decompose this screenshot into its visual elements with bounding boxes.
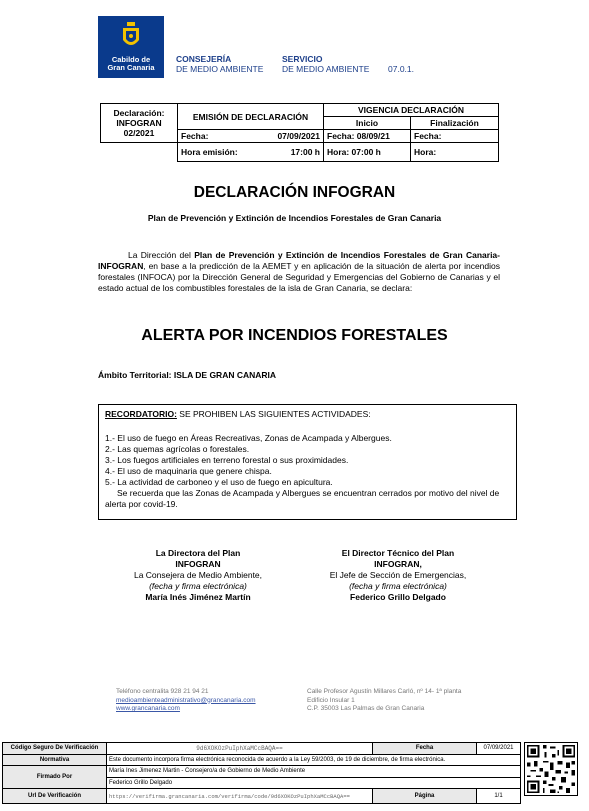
- inicio-hora: Hora: 07:00 h: [324, 143, 411, 162]
- hora-emision-value: 17:00 h: [254, 143, 324, 162]
- list-item: 1.- El uso de fuego en Áreas Recreativas, Zonas de Acampada y Albergues.: [105, 433, 392, 443]
- alert-title: ALERTA POR INCENDIOS FORESTALES: [141, 327, 448, 344]
- codigo-label: Código Seguro De Verificación: [3, 743, 107, 755]
- firmado-2: Federico Grillo Delgado: [107, 777, 521, 789]
- verification-url-link[interactable]: https://verifirma.grancanaria.com/verifirma/code/9d6XOKOzPuIphXaMCcBAQA==: [107, 789, 373, 804]
- list-item: 5.- La actividad de carboneo y el uso de fuego en apicultura.: [105, 477, 333, 487]
- reminder-box: [98, 404, 517, 520]
- prohibited-list: [105, 433, 510, 510]
- fecha-ver-label: Fecha: [373, 743, 477, 755]
- fecha-value: 07/09/2021: [254, 130, 324, 143]
- signature-left: La Directora del Plan INFOGRAN La Consejera de Medio Ambiente, (fecha y firma electrónica) María Inés Jiménez Martín: [133, 548, 263, 602]
- page-title: DECLARACIÓN INFOGRAN: [193, 184, 396, 201]
- reminder-heading: RECORDATORIO: SE PROHIBEN LAS SIGUIENTES ACTIVIDADES:: [105, 409, 371, 419]
- page-subtitle: Plan de Prevención y Extinción de Incendios Forestales de Gran Canaria: [147, 213, 442, 223]
- ambito-territorial: Ámbito Territorial: ISLA DE GRAN CANARIA: [98, 370, 277, 380]
- list-item: 3.- Los fuegos artificiales en terreno forestal o sus proximidades.: [105, 455, 349, 465]
- fecha-label: Fecha:: [178, 130, 254, 143]
- emision-title: EMISIÓN DE DECLARACIÓN: [178, 104, 324, 130]
- inicio-label: Inicio: [324, 117, 411, 130]
- firmado-label: Firmado Por: [3, 766, 107, 789]
- pagina-label: Página: [373, 789, 477, 804]
- cabildo-logo: [98, 16, 164, 78]
- signature-right: El Director Técnico del Plan INFOGRAN, El Jefe de Sección de Emergencias, (fecha y firma electrónica) Federico Grillo Delgado: [329, 548, 467, 602]
- declaration-id-cell: Declaración: INFOGRAN 02/2021: [101, 104, 178, 143]
- fin-fecha: Fecha:: [411, 130, 499, 143]
- logo-line-2: Gran Canaria: [107, 63, 155, 72]
- firmado-1: María Ines Jimenez Martin - Consejero/a de Gobierno de Medio Ambiente: [107, 766, 521, 778]
- vigencia-title: VIGENCIA DECLARACIÓN: [324, 104, 499, 117]
- document-code: 07.0.1.: [388, 64, 414, 74]
- codigo-value: 9d6XOKOzPuIphXaMCcBAQA==: [107, 743, 373, 755]
- list-item: 2.- Las quemas agrícolas o forestales.: [105, 444, 250, 454]
- normativa-label: Normativa: [3, 754, 107, 766]
- fin-hora: Hora:: [411, 143, 499, 162]
- intro-paragraph: La Dirección del Plan de Prevención y Extinción de Incendios Forestales de Gran Canaria-INFOGRAN, en base a la predicción de la AEMET y en aplicación de la situación de alerta por incendios forestales (INFOCA) por la Dirección General de Seguridad y Emergencias del Gobierno de Canarias y el estado actual de los combustibles forestales de la isla de Gran Canaria, se declara:: [98, 250, 500, 293]
- coat-of-arms-icon: [121, 22, 141, 50]
- footer-address: Calle Profesor Agustín Millares Carló, nº 14- 1ª planta Edificio Insular 1 C.P. 35003 Las Palmas de Gran Canaria: [307, 688, 462, 712]
- covid-note: Se recuerda que las Zonas de Acampada y Albergues se encuentran cerrados por motivo del nivel de alerta por covid-19.: [105, 488, 500, 509]
- url-label: Url De Verificación: [3, 789, 107, 804]
- footer-web-link[interactable]: www.grancanaria.com: [116, 705, 180, 712]
- pagina-value: 1/1: [477, 789, 521, 804]
- list-item: 4.- El uso de maquinaria que genere chispa.: [105, 466, 272, 476]
- fecha-ver-value: 07/09/2021: [477, 743, 521, 755]
- logo-line-1: Cabildo de: [111, 55, 151, 64]
- footer-phone: Teléfono centralita 928 21 94 21: [116, 688, 209, 695]
- declaration-table: [100, 103, 499, 162]
- verification-table: [2, 742, 521, 804]
- footer-contact: [116, 688, 256, 714]
- footer-email-link[interactable]: medioambienteadministrativo@grancanaria.com: [116, 696, 256, 704]
- consejeria-label: CONSEJERÍA DE MEDIO AMBIENTE: [176, 54, 264, 74]
- inicio-fecha: Fecha: 08/09/21: [324, 130, 411, 143]
- qr-code-icon: [524, 742, 578, 796]
- hora-emision-label: Hora emisión:: [178, 143, 254, 162]
- normativa-value: Este documento incorpora firma electrónica reconocida de acuerdo a la Ley 59/2003, de 19 de diciembre, de firma electrónica.: [107, 754, 521, 766]
- finalizacion-label: Finalización: [411, 117, 499, 130]
- servicio-label: SERVICIO DE MEDIO AMBIENTE: [282, 54, 370, 74]
